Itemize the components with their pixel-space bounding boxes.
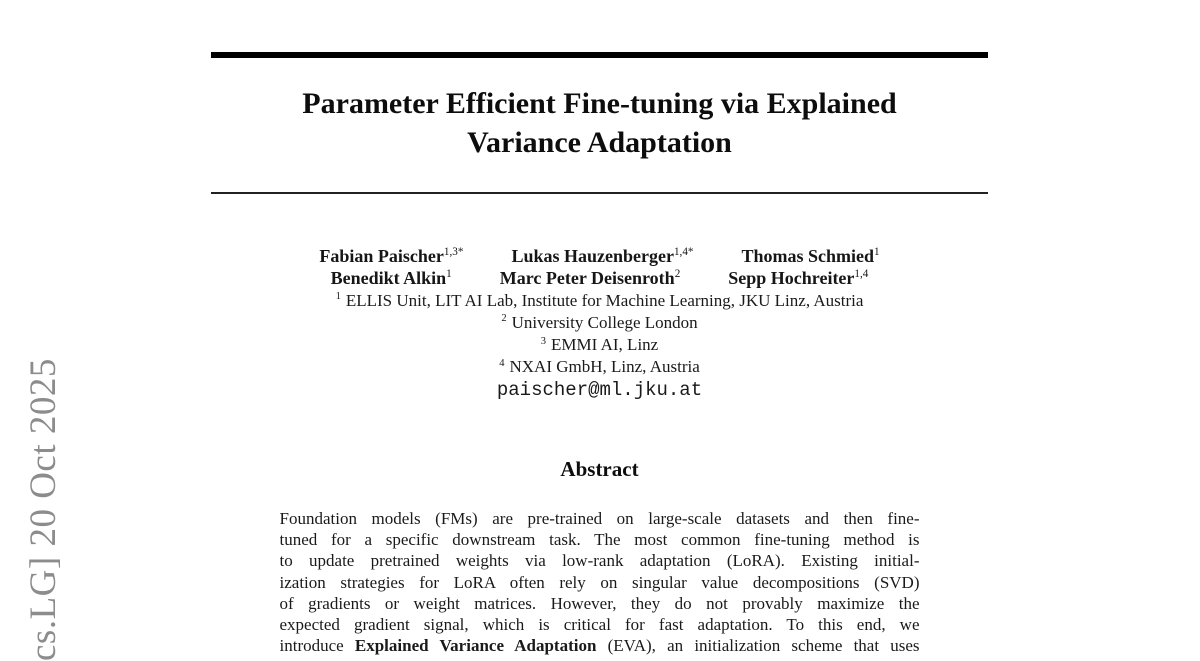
abstract-line: expected gradient signal, which is critical for fast adaptation. To this end, we: [279, 615, 920, 635]
affiliation-2: [211, 312, 988, 334]
affiliation-mark: 1: [335, 291, 341, 303]
contact-email-text: paischer@ml.jku.at: [496, 378, 703, 401]
author-name: Sepp Hochreiter: [728, 268, 855, 289]
author-marc-peter-deisenroth: [500, 267, 681, 289]
affiliation-mark: 2: [501, 313, 507, 325]
author-name: Benedikt Alkin: [330, 268, 447, 289]
affiliation-3: [211, 334, 988, 356]
abstract-line: ization strategies for LoRA often rely on singular value decompositions (SVD): [279, 572, 920, 592]
abstract-line: tuned for a specific downstream task. The most common fine-tuning method is: [279, 529, 920, 549]
author-lukas-hauzenberger: [511, 245, 693, 267]
author-affiliation-marks: 1,4*: [673, 246, 694, 258]
paper-title-line-1: Parameter Efficient Fine-tuning via Explained: [302, 87, 897, 120]
paper-title-line-2: Variance Adaptation: [467, 126, 732, 159]
abstract-heading: Abstract: [560, 456, 639, 481]
abstract-line-partial: [280, 635, 920, 656]
affiliation-text: EMMI AI, Linz: [551, 335, 659, 355]
author-affiliation-marks: 2: [674, 268, 681, 281]
abstract-text: (EVA), an initialization scheme that uses: [596, 636, 920, 656]
author-fabian-paischer: [319, 245, 463, 267]
arxiv-watermark-text: cs.LG] 20 Oct 2025: [23, 358, 64, 661]
author-sepp-hochreiter: [728, 267, 868, 289]
abstract-line: Foundation models (FMs) are pre-trained on large-scale datasets and then fine-: [279, 508, 920, 528]
author-name: Lukas Hauzenberger: [511, 246, 674, 266]
author-affiliation-marks: 1,4: [854, 268, 869, 281]
author-benedikt-alkin: [331, 267, 452, 289]
abstract-paragraph: [280, 508, 920, 657]
affiliation-mark: 4: [499, 357, 505, 369]
abstract-line: to update pretrained weights via low-rank adaptation (LoRA). Existing initial-: [279, 551, 920, 571]
top-horizontal-rule: [211, 52, 988, 58]
affiliation-4: [211, 356, 988, 378]
title-separator-rule: [211, 192, 988, 194]
affiliation-text: NXAI GmbH, Linz, Austria: [509, 357, 700, 377]
affiliation-block: [211, 290, 988, 401]
author-row-1: [211, 245, 988, 267]
author-block: [211, 245, 988, 290]
author-row-2: [211, 267, 988, 289]
abstract-text: introduce: [279, 636, 355, 656]
author-affiliation-marks: 1: [446, 268, 452, 281]
author-name: Fabian Paischer: [319, 246, 444, 266]
author-affiliation-marks: 1,3*: [443, 246, 464, 258]
abstract-line: of gradients or weight matrices. However, they do not provably maximize the: [279, 593, 920, 613]
abstract-bold-term: Explained Variance Adaptation: [354, 636, 597, 656]
affiliation-1: [211, 290, 988, 312]
author-name: Marc Peter Deisenroth: [499, 268, 675, 289]
author-affiliation-marks: 1: [874, 246, 880, 258]
affiliation-text: University College London: [511, 313, 698, 333]
affiliation-mark: 3: [540, 335, 547, 347]
author-thomas-schmied: [741, 245, 879, 267]
affiliation-text: ELLIS Unit, LIT AI Lab, Institute for Machine Learning, JKU Linz, Austria: [345, 290, 864, 310]
author-name: Thomas Schmied: [741, 246, 875, 266]
paper-title: [211, 84, 988, 162]
paper-page: [211, 0, 988, 657]
